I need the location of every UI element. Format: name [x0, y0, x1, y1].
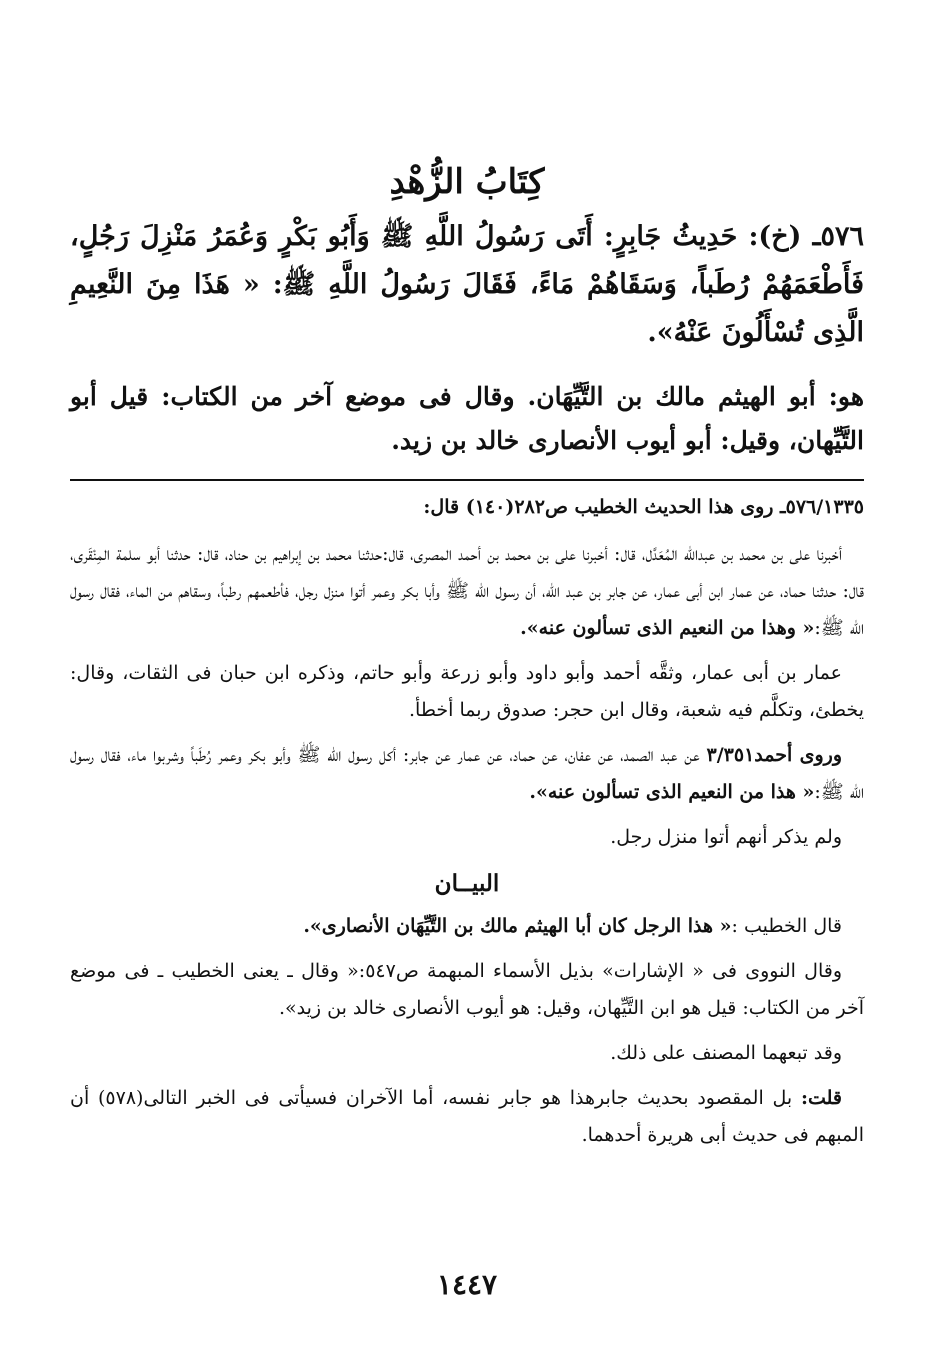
- identity-note: هو: أبو الهيثم مالك بن التَّيِّهَان. وقال فى موضع آخر من الكتاب: قيل أبو التَّيِّهان، وقيل: أبو أيوب الأنصارى خالد بن زيد.: [70, 381, 864, 455]
- commentary-paragraph-narrator: عمار بن أبى عمار، وثقَّه أحمد وأبو داود وأبو زرعة وأبو حاتم، وذكره ابن حبان فى الثقات، وقال: يخطئ، وتكلَّم فيه شعبة، وقال ابن حجر: صدوق ربما أخطأ.: [70, 661, 864, 721]
- commentary-paragraph-isnad: [70, 536, 864, 647]
- commentary-paragraph-note: ولم يذكر أنهم أتوا منزل رجل.: [610, 825, 842, 848]
- qultu-lead: قلت:: [800, 1086, 842, 1109]
- bayan-paragraph-qultu: [70, 1080, 864, 1154]
- ahmad-text: عن عبد الصمد، عن عفان، عن حماد، عن عمار عن جابر: أكل رسول الله ﷺ وأبو بكر وعمر رُطَباً وشربوا ماء، فقال رسول الله ﷺ:: [70, 743, 864, 803]
- page-number: ١٤٤٧: [436, 1268, 498, 1301]
- hadith-text: [70, 213, 864, 357]
- ahmad-quote: « هذا من النعيم الذى تسألون عنه».: [529, 780, 815, 803]
- isnad-text: أخبرنا على بن محمد بن عبدالله المُعَدَّل، قال: أخبرنا على بن محمد بن أحمد المصرى، قال:حدثنا محمد بن إبراهيم بن حناد، قال: حدثنا أبو سلمة المِنْقَرى، قال: حدثنا حماد، عن عمار ابن أبى عمار، عن جابر بن عبد الله، أن رسول الله ﷺ وأبا بكر وعمر أتوا منزل رجل، فأطعمهم رطباً، وسقاهم من الماء، فقال رسول الله ﷺ:: [70, 542, 864, 639]
- bayan-paragraph-followed: وقد تبعهما المصنف على ذلك.: [610, 1041, 842, 1064]
- bayan-paragraph-khatib: [70, 908, 864, 945]
- khatib-lead: قال الخطيب :: [731, 914, 842, 937]
- hadith-body: (خ): حَدِيثُ جَابِرٍ: أَتَى رَسُولُ اللَّهِ ﷺ وَأَبُو بَكْرٍ وَعُمَرُ مَنْزِلَ رَجُلٍ، فَأَطْعَمَهُمْ رُطَباً، وَسَقَاهُمْ مَاءً، فَقَالَ رَسُولُ اللَّهِ ﷺ: « هَذَا مِنَ النَّعِيمِ الَّذِى تُسْأَلُونَ عَنْهُ».: [70, 220, 864, 348]
- commentary-ref-number: ٥٧٦/١٣٣٥ـ: [780, 495, 864, 518]
- qultu-text: بل المقصود بحديث جابرهذا هو جابر نفسه، أما الآخران فسيأتى فى الخبر التالى(٥٧٨) أن المبهم فى حديث أبى هريرة أحدهما.: [70, 1086, 864, 1146]
- ahmad-reference: وروى أحمد٣/٣٥١: [706, 743, 843, 766]
- bayan-heading: البيــان: [434, 869, 500, 897]
- commentary-paragraph-ahmad: [70, 737, 864, 811]
- commentary-ref-line: روى هذا الحديث الخطيب ص٢٨٢(١٤٠) قال:: [423, 495, 774, 518]
- hadith-number: ٥٧٦ـ: [812, 220, 864, 252]
- chapter-title: كِتَابُ الزُّهْدِ: [389, 162, 545, 202]
- khatib-quote: « هذا الرجل كان أبا الهيثم مالك بن التَّيِّهَان الأنصارى».: [303, 914, 732, 937]
- commentary-reference: [70, 489, 864, 526]
- bayan-paragraph-nawawi: وقال النووى فى « الإشارات» بذيل الأسماء المبهمة ص٥٤٧:« وقال ـ يعنى الخطيب ـ فى موضع آخر من الكتاب: قيل هو ابن التَّيِّهان، وقيل: هو أيوب الأنصارى خالد بن زيد».: [70, 959, 864, 1019]
- separator-line: [70, 479, 864, 481]
- book-page: [70, 150, 864, 1162]
- isnad-quote: « وهذا من النعيم الذى تسألون عنه».: [520, 616, 815, 639]
